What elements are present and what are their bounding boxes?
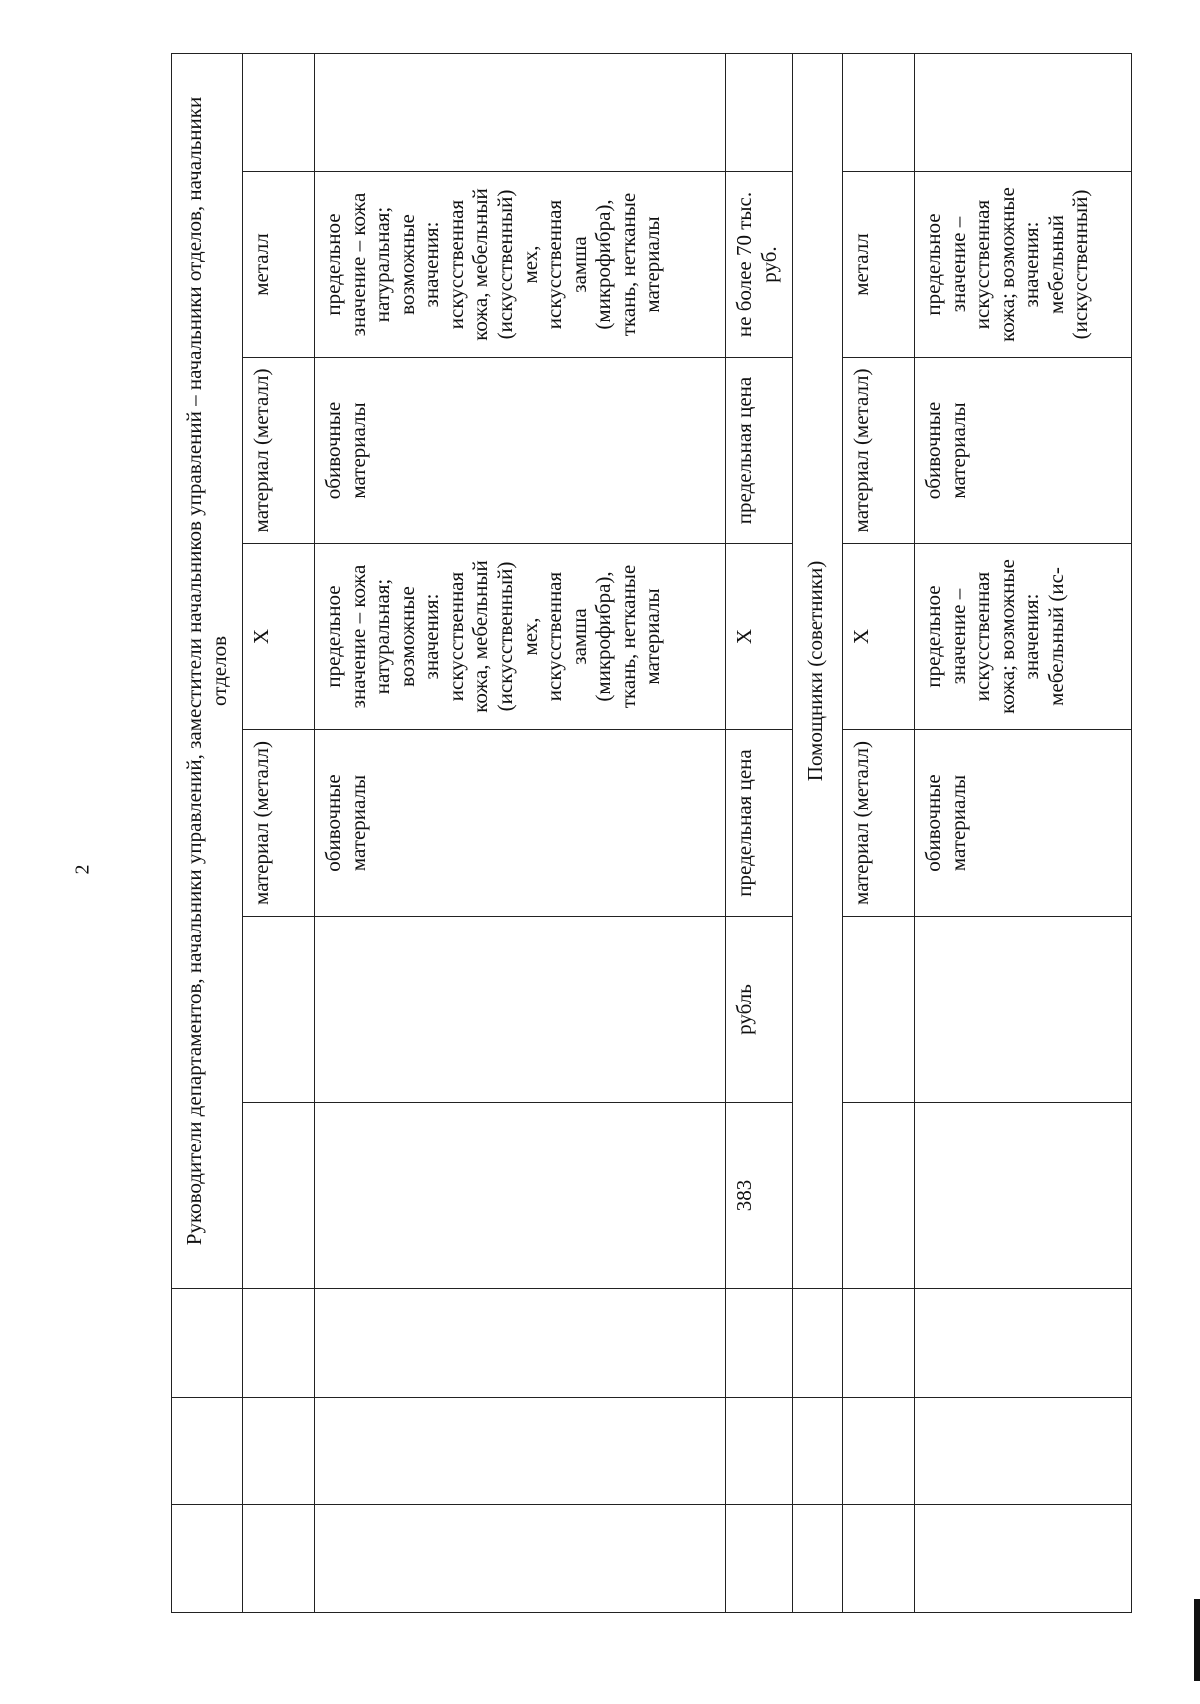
table-cell: материал (металл) (843, 730, 915, 917)
table-row (726, 53, 793, 1612)
scan-edge-mark (1194, 1599, 1200, 1681)
page-number: 2 (71, 864, 94, 875)
table-cell: предельное значение – кожа натуральная; возможные значения: искусственная кожа, мебельный (искусственный) мех, искусственная замша (микрофибра), ткань, нетканые материалы (315, 544, 726, 730)
table-cell (843, 1103, 915, 1289)
left-cell (793, 1398, 843, 1505)
left-cell (843, 1289, 915, 1398)
left-cell (793, 1289, 843, 1398)
table-cell: 383 (726, 1103, 793, 1289)
table-cell (915, 917, 1132, 1103)
table-cell (843, 53, 915, 171)
section-header-row (793, 53, 843, 1612)
left-cell (915, 1289, 1132, 1398)
table-cell: обивочные материалы (915, 730, 1132, 917)
table-cell: материал (металл) (843, 358, 915, 544)
table-cell (315, 917, 726, 1103)
table-cell (315, 53, 726, 171)
table-cell: металл (243, 172, 315, 358)
table-cell: X (243, 544, 315, 730)
table-cell (243, 917, 315, 1103)
table-cell: материал (металл) (243, 358, 315, 544)
table-cell: X (726, 544, 793, 730)
table-cell (915, 53, 1132, 171)
table-cell: предельная цена (726, 730, 793, 917)
left-cell (843, 1505, 915, 1613)
left-cell (172, 1398, 243, 1505)
table-row (315, 53, 726, 1612)
table-cell: предельная цена (726, 358, 793, 544)
requirements-table (171, 53, 1132, 1613)
table-cell: рубль (726, 917, 793, 1103)
table-cell: X (843, 544, 915, 730)
table-cell: не более 70 тыс. руб. (726, 172, 793, 358)
left-cell (793, 1505, 843, 1613)
section-title: Помощники (советники) (793, 53, 843, 1288)
table-cell: металл (843, 172, 915, 358)
section-title: Руководители департаментов, начальники управлений, заместители начальников управлений – начальники отделов, начальники отделов (172, 53, 243, 1288)
table-row (915, 53, 1132, 1612)
left-cell (315, 1505, 726, 1613)
table-cell (243, 1103, 315, 1289)
table-cell: обивочные материалы (315, 730, 726, 917)
table-cell: предельное значение – искусственная кожа; возможные значения: мебельный (искусственный) (915, 172, 1132, 358)
section-header-row (172, 53, 243, 1612)
left-cell (315, 1398, 726, 1505)
left-cell (172, 1505, 243, 1613)
left-cell (726, 1398, 793, 1505)
table-cell (315, 1103, 726, 1289)
table-cell: обивочные материалы (315, 358, 726, 544)
table-cell (243, 53, 315, 171)
table-cell (726, 53, 793, 171)
table-cell: обивочные материалы (915, 358, 1132, 544)
table-cell: предельное значение – искусственная кожа; возможные значения: мебельный (ис- (915, 544, 1132, 730)
table-cell (915, 1103, 1132, 1289)
left-cell (726, 1505, 793, 1613)
left-cell (243, 1398, 315, 1505)
table-row (243, 53, 315, 1612)
left-cell (243, 1289, 315, 1398)
left-cell (915, 1398, 1132, 1505)
left-cell (243, 1505, 315, 1613)
table-cell: предельное значение – кожа натуральная; возможные значения: искусственная кожа, мебельный (искусственный) мех, искусственная замша (микрофибра), ткань, нетканые материалы (315, 172, 726, 358)
left-cell (915, 1505, 1132, 1613)
left-cell (315, 1289, 726, 1398)
left-cell (726, 1289, 793, 1398)
left-cell (843, 1398, 915, 1505)
left-cell (172, 1289, 243, 1398)
table-row (843, 53, 915, 1612)
table-cell (843, 917, 915, 1103)
table-cell: материал (металл) (243, 730, 315, 917)
